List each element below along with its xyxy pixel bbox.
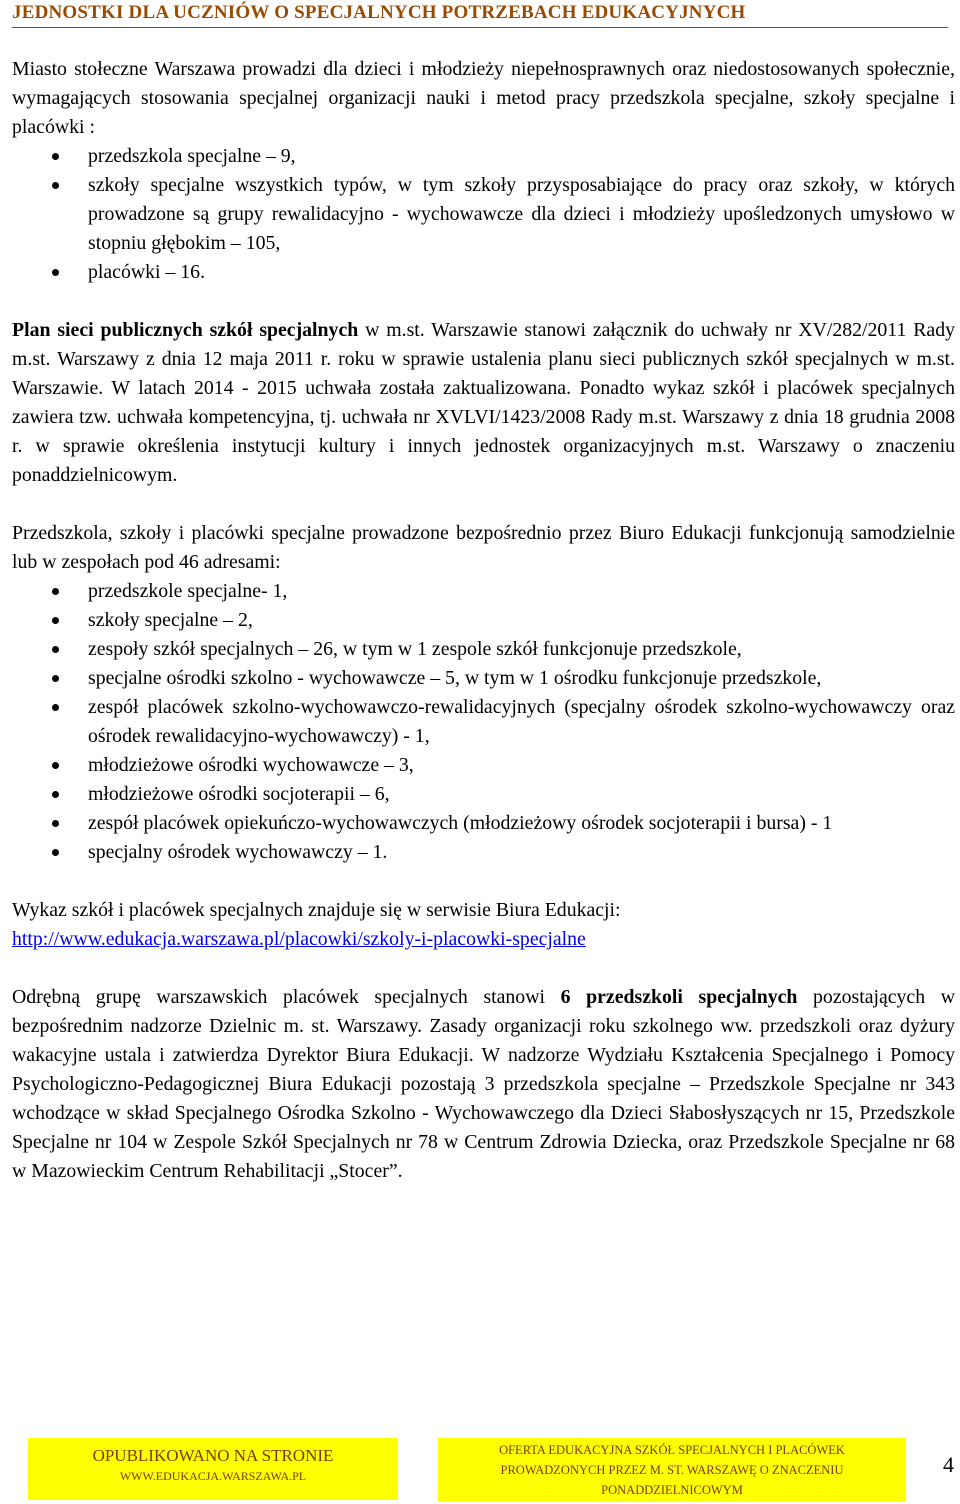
plan-bold-heading: Plan sieci publicznych szkół specjalnych — [12, 319, 359, 341]
footer-offer-line2: PROWADZONYCH PRZEZ M. ST. WARSZAWĘ O ZNACZENIU — [500, 1463, 844, 1477]
odrebna-grupa-paragraph — [12, 983, 955, 1186]
list-item: zespoły szkół specjalnych – 26, w tym w 1 zespole szkół funkcjonuje przedszkole, — [12, 635, 955, 664]
page-header — [12, 2, 948, 28]
list-item: specjalny ośrodek wychowawczy – 1. — [12, 838, 955, 867]
list-item: zespół placówek opiekuńczo-wychowawczych (młodzieżowy ośrodek socjoterapii i bursa) - 1 — [12, 809, 955, 838]
list-item: szkoły specjalne wszystkich typów, w tym szkoły przysposabiające do pracy oraz szkoły, w których prowadzone są grupy rewalidacyjno - wychowawcze dla dzieci i młodzieży upośledzonych umysłowo w stopniu głębokim – 105, — [12, 171, 955, 258]
institution-count-list — [12, 142, 955, 287]
footer-offer-box — [438, 1438, 906, 1502]
list-item: zespół placówek szkolno-wychowawczo-rewalidacyjnych (specjalny ośrodek szkolno-wychowawczy oraz ośrodek rewalidacyjno-wychowawczy) - 1, — [12, 693, 955, 751]
list-item: szkoły specjalne – 2, — [12, 606, 955, 635]
footer-offer-line1: OFERTA EDUKACYJNA SZKÓŁ SPECJALNYCH I PLACÓWEK — [499, 1443, 845, 1457]
intro-paragraph: Miasto stołeczne Warszawa prowadzi dla dzieci i młodzieży niepełnosprawnych oraz niedostosowanych społecznie, wymagających stosowania specjalnej organizacji nauki i metod pracy przedszkola specjalne, szkoły specjalne i placówki : — [12, 58, 955, 138]
page-footer — [28, 1438, 948, 1500]
last-bold: 6 przedszkoli specjalnych — [560, 986, 798, 1008]
address-paragraph: Przedszkola, szkoły i placówki specjalne prowadzone bezpośrednio przez Biuro Edukacji funkcjonują samodzielnie lub w zespołach pod 46 adresami: — [12, 522, 955, 573]
last-text-post: pozostających w bezpośrednim nadzorze Dzielnic m. st. Warszawy. Zasady organizacji roku szkolnego ww. przedszkoli oraz dyżury wakacyjne ustala i zatwierdza Dyrektor Biura Edukacji. W nadzorze Wydziału Kształcenia Specjalnego i Pomocy Psychologiczno-Pedagogicznej Biura Edukacji pozostają 3 przedszkola specjalne – Przedszkole Specjalne nr 343 wchodzące w skład Specjalnego Ośrodka Szkolno - Wychowawczego dla Dzieci Słabosłyszących nr 15, Przedszkole Specjalne nr 104 w Zespole Szkół Specjalnych nr 78 w Centrum Zdrowia Dziecka, oraz Przedszkole Specjalne nr 68 w Mazowieckim Centrum Rehabilitacji „Stocer”. — [12, 986, 956, 1182]
footer-published-box — [28, 1438, 398, 1500]
list-item: przedszkole specjalne- 1, — [12, 577, 955, 606]
wykaz-paragraph — [12, 896, 955, 954]
specjalne-placowki-link[interactable]: http://www.edukacja.warszawa.pl/placowki/szkoly-i-placowki-specjalne — [12, 928, 586, 950]
last-text-pre: Odrębną grupę warszawskich placówek specjalnych stanowi — [12, 986, 561, 1008]
list-item: młodzieżowe ośrodki wychowawcze – 3, — [12, 751, 955, 780]
list-item: młodzieżowe ośrodki socjoterapii – 6, — [12, 780, 955, 809]
list-item: specjalne ośrodki szkolno - wychowawcze – 5, w tym w 1 ośrodku funkcjonuje przedszkole, — [12, 664, 955, 693]
list-item: placówki – 16. — [12, 258, 955, 287]
plan-paragraph — [12, 316, 955, 490]
list-item: przedszkola specjalne – 9, — [12, 142, 955, 171]
page-number: 4 — [943, 1452, 954, 1477]
plan-text: w m.st. Warszawie stanowi załącznik do uchwały nr XV/282/2011 Rady m.st. Warszawy z dnia 12 maja 2011 r. roku w sprawie ustalenia planu sieci publicznych szkół specjalnych w m.st. Warszawie. W latach 2014 - 2015 uchwała została zaktualizowana. Ponadto wykaz szkół i placówek specjalnych zawiera tzw. uchwała kompetencyjna, tj. uchwała nr XVLVI/1423/2008 Rady m.st. Warszawy z dnia 18 grudnia 2008 r. w sprawie określenia instytucji kultury i innych jednostek organizacyjnych m.st. Warszawy o znaczeniu ponaddzielnicowym. — [12, 319, 955, 486]
footer-offer-line3: PONADDZIELNICOWYM — [601, 1483, 743, 1497]
footer-website: WWW.EDUKACJA.WARSZAWA.PL — [119, 1469, 307, 1483]
address-list — [12, 577, 955, 867]
page-header-title: JEDNOSTKI DLA UCZNIÓW O SPECJALNYCH POTRZEBACH EDUKACYJNYCH — [12, 2, 746, 23]
wykaz-text: Wykaz szkół i placówek specjalnych znajduje się w serwisie Biura Edukacji: — [12, 899, 621, 921]
document-body — [12, 55, 955, 1186]
footer-published-label: OPUBLIKOWANO NA STRONIE — [92, 1446, 334, 1465]
